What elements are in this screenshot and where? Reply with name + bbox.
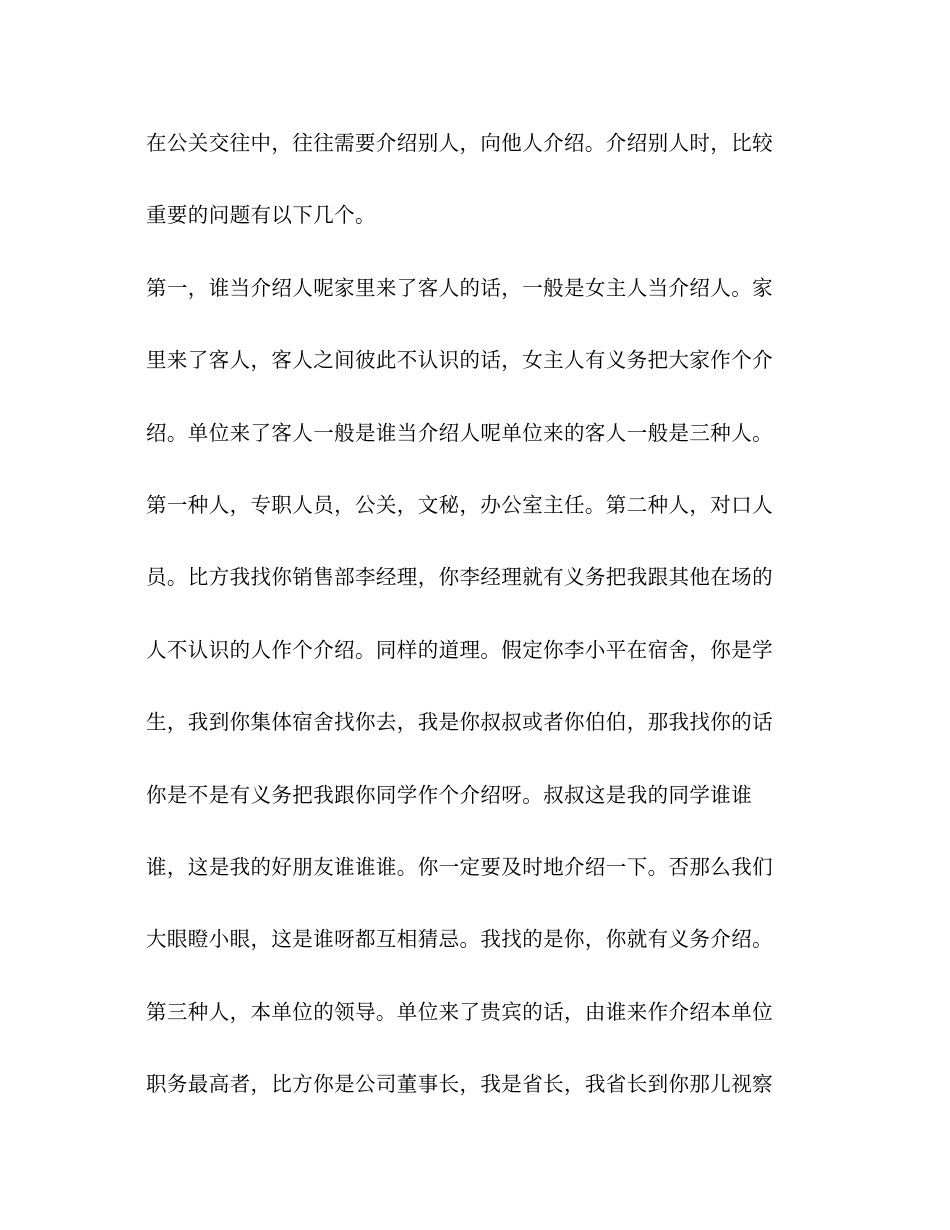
text-line: 第三种人，本单位的领导。单位来了贵宾的话，由谁来作介绍本单位	[146, 999, 773, 1024]
text-line: 里来了客人，客人之间彼此不认识的话，女主人有义务把大家作个介	[146, 348, 773, 373]
text-line: 你是不是有义务把我跟你同学作个介绍呀。叔叔这是我的同学谁谁	[146, 782, 753, 807]
text-line: 绍。单位来了客人一般是谁当介绍人呢单位来的客人一般是三种人。	[146, 420, 773, 445]
body-text	[146, 118, 806, 1131]
text-line: 第一，谁当介绍人呢家里来了客人的话，一般是女主人当介绍人。家	[146, 275, 773, 300]
text-line: 员。比方我找你销售部李经理，你李经理就有义务把我跟其他在场的	[146, 565, 773, 590]
text-line: 职务最高者，比方你是公司董事长，我是省长，我省长到你那儿视察	[146, 1072, 773, 1097]
text-line: 在公关交往中，往往需要介绍别人，向他人介绍。介绍别人时，比较	[146, 131, 773, 155]
text-line: 大眼瞪小眼，这是谁呀都互相猜忌。我找的是你，你就有义务介绍。	[146, 927, 773, 952]
text-line: 谁，这是我的好朋友谁谁谁。你一定要及时地介绍一下。否那么我们	[146, 854, 773, 879]
text-line: 生，我到你集体宿舍找你去，我是你叔叔或者你伯伯，那我找你的话	[146, 710, 773, 735]
text-line: 人不认识的人作个介绍。同样的道理。假定你李小平在宿舍，你是学	[146, 637, 773, 662]
text-line: 重要的问题有以下几个。	[146, 203, 376, 228]
text-line: 第一种人，专职人员，公关，文秘，办公室主任。第二种人，对口人	[146, 492, 773, 517]
